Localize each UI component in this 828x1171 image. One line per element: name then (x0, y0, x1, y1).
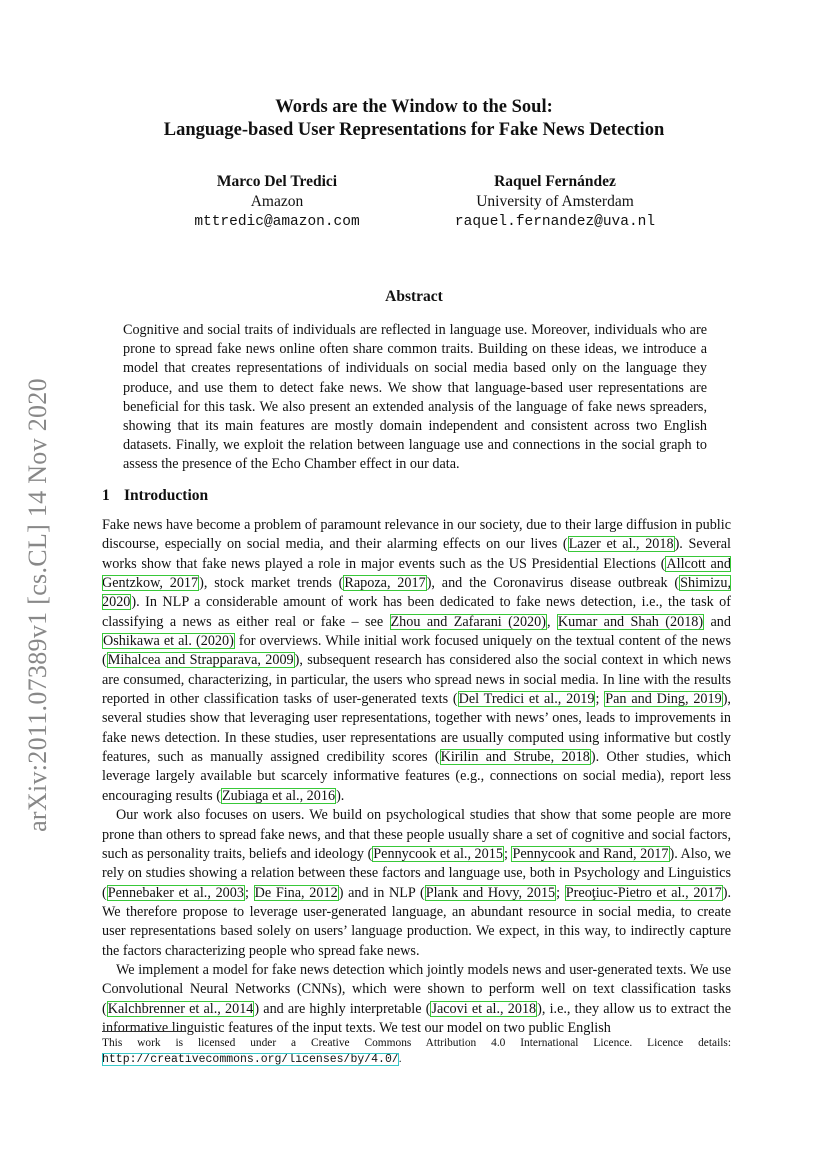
paper-title (0, 96, 828, 142)
paragraph-text: ), and the Coronavirus disease outbreak ( (426, 575, 680, 592)
paragraph-text: ; (503, 845, 512, 862)
citation-link[interactable]: Rapoza, 2017 (344, 575, 426, 592)
paragraph-text: , (546, 613, 557, 630)
author-affiliation: Amazon (250, 193, 304, 210)
citation-link[interactable]: Lazer et al., 2018 (568, 536, 674, 553)
section-title: Introduction (124, 487, 209, 504)
paragraph-text: ), several studies show that leveraging user representations, together with news’ ones, leads to improvements in fake news detection. In these studies, user representations are usually computed using informative but costly features, such as manually assigned credibility scores ( (102, 691, 731, 766)
citation-link[interactable]: Del Tredici et al., 2019 (458, 691, 595, 708)
citation-link[interactable]: De Fina, 2012 (254, 884, 338, 901)
paragraph-text: ). Other studies, which leverage largely available but scarcely informative features (e.g., connections on social media), report less encouraging results ( (102, 749, 731, 804)
paragraph-text: Our work also focuses on users. We build on psychological studies that show that some people are more prone than others to spread fake news, and that these people usually share a set of cognitive and social factors, such as personality traits, beliefs and ideology ( (102, 807, 731, 862)
author-block (180, 172, 374, 232)
paragraph-text: ; (244, 884, 254, 901)
arxiv-stamp: arXiv:2011.07389v1 [cs.CL] 14 Nov 2020 (23, 378, 52, 832)
citation-link[interactable]: Kalchbrenner et al., 2014 (107, 1000, 254, 1017)
citation-link[interactable]: Allcott and Gentzkow, 2017 (102, 555, 731, 592)
citation-link[interactable]: Zhou and Zafarani (2020) (390, 613, 546, 630)
citation-link[interactable]: Shimizu, 2020 (102, 575, 731, 611)
paragraph-text: ). In NLP a considerable amount of work has been dedicated to fake news detection, i.e., the task of classifying a news as either real or fake – see (102, 594, 731, 630)
citation-link[interactable]: Pennebaker et al., 2003 (107, 884, 244, 901)
title-line-1: Words are the Window to the Soul: (275, 97, 553, 117)
citation-link[interactable]: Kirilin and Strube, 2018 (440, 749, 590, 766)
paragraph-text: and (704, 613, 731, 630)
author-block (438, 172, 672, 232)
citation-link[interactable]: Zubiaga et al., 2016 (221, 787, 336, 804)
paragraph-text: ). (336, 787, 345, 804)
citation-link[interactable]: Pan and Ding, 2019 (605, 691, 722, 708)
footnote-rule (102, 1031, 184, 1032)
citation-link[interactable]: Oshikawa et al. (2020) (103, 633, 234, 650)
paragraph-text: for overviews. While initial work focused uniquely on the textual content of the news ( (102, 633, 731, 669)
paragraph-text: ; (595, 691, 605, 708)
paragraph-text: ). Also, we rely on studies showing a relation between these factors and language use, both in Psychology and Linguistics ( (102, 845, 731, 901)
author-email: mttredic@amazon.com (194, 214, 360, 230)
citation-link[interactable]: Pennycook and Rand, 2017 (512, 845, 669, 862)
author-email: raquel.fernandez@uva.nl (454, 214, 656, 230)
paragraph (102, 961, 731, 1038)
paragraph (102, 516, 731, 806)
abstract-heading: Abstract (385, 288, 443, 305)
citation-link[interactable]: Plank and Hovy, 2015 (425, 884, 556, 901)
paragraph-text: ). We therefore propose to leverage user-generated language, an abundant resource in social media, to create user representations based solely on users’ language production. We expect, in this way, to indirectly capture the factors characterizing people who spread fake news. (102, 884, 731, 959)
title-line-2: Language-based User Representations for Fake News Detection (163, 120, 665, 140)
author-name: Raquel Fernández (494, 173, 616, 190)
footnote (102, 1036, 731, 1067)
paragraph-text: ) and in NLP ( (338, 884, 425, 901)
paragraph-text: ) and are highly interpretable ( (254, 1000, 431, 1017)
citation-link[interactable]: Kumar and Shah (2018) (557, 613, 704, 630)
paragraph-text: Fake news have become a problem of paramount relevance in our society, due to their large diffusion in public discourse, especially on social media, and their alarming effects on our lives ( (102, 517, 731, 553)
paragraph-text: ; (556, 884, 565, 901)
author-affiliation: University of Amsterdam (476, 193, 634, 210)
citation-link[interactable]: Preoţiuc-Pietro et al., 2017 (565, 884, 722, 901)
citation-link[interactable]: Jacovi et al., 2018 (431, 1000, 537, 1017)
citation-link[interactable]: Mihalcea and Strapparava, 2009 (107, 652, 294, 669)
paragraph-text: ), subsequent research has considered also the social context in which news are consumed, characterizing, in particular, the users who spread news in social media. In line with the results reported in other classification tasks of user-generated texts ( (102, 652, 731, 708)
paragraph-text: ), i.e., they allow us to extract the informative linguistic features of the input texts. We test our model on two public English (102, 1000, 731, 1036)
section-heading (102, 487, 208, 505)
paragraph (102, 806, 731, 961)
footnote-end: . (398, 1052, 402, 1065)
section-number: 1 (102, 487, 110, 504)
citation-link[interactable]: Pennycook et al., 2015 (373, 845, 503, 862)
paragraph-text: We implement a model for fake news detection which jointly models news and user-generated texts. We use Convolutional Neural Networks (CNNs), which were shown to perform well on text classification tasks ( (102, 961, 731, 1017)
paragraph-text: ). Several works show that fake news played a role in major events such as the US Presidential Elections ( (102, 536, 731, 572)
paragraph-text: ), stock market trends ( (199, 575, 344, 592)
body-text (102, 516, 731, 1038)
footnote-text: This work is licensed under a Creative Commons Attribution 4.0 International Licence. Licence details: (102, 1037, 731, 1049)
license-link[interactable]: http://creativecommons.org/licenses/by/4.0/ (102, 1052, 399, 1066)
abstract-body: Cognitive and social traits of individuals are reflected in language use. Moreover, individuals who are prone to spread fake news online often share common traits. Building on these ideas, we introduce a model that creates representations of individuals on social media based only on the language they produce, and use them to detect fake news. We show that language-based user representations are beneficial for this task. We also present an extended analysis of the language of fake news spreaders, showing that its main features are mostly domain independent and consistent across two English datasets. Finally, we exploit the relation between language use and connections in the social graph to assess the presence of the Echo Chamber effect in our data. (123, 322, 707, 473)
author-name: Marco Del Tredici (216, 173, 338, 190)
